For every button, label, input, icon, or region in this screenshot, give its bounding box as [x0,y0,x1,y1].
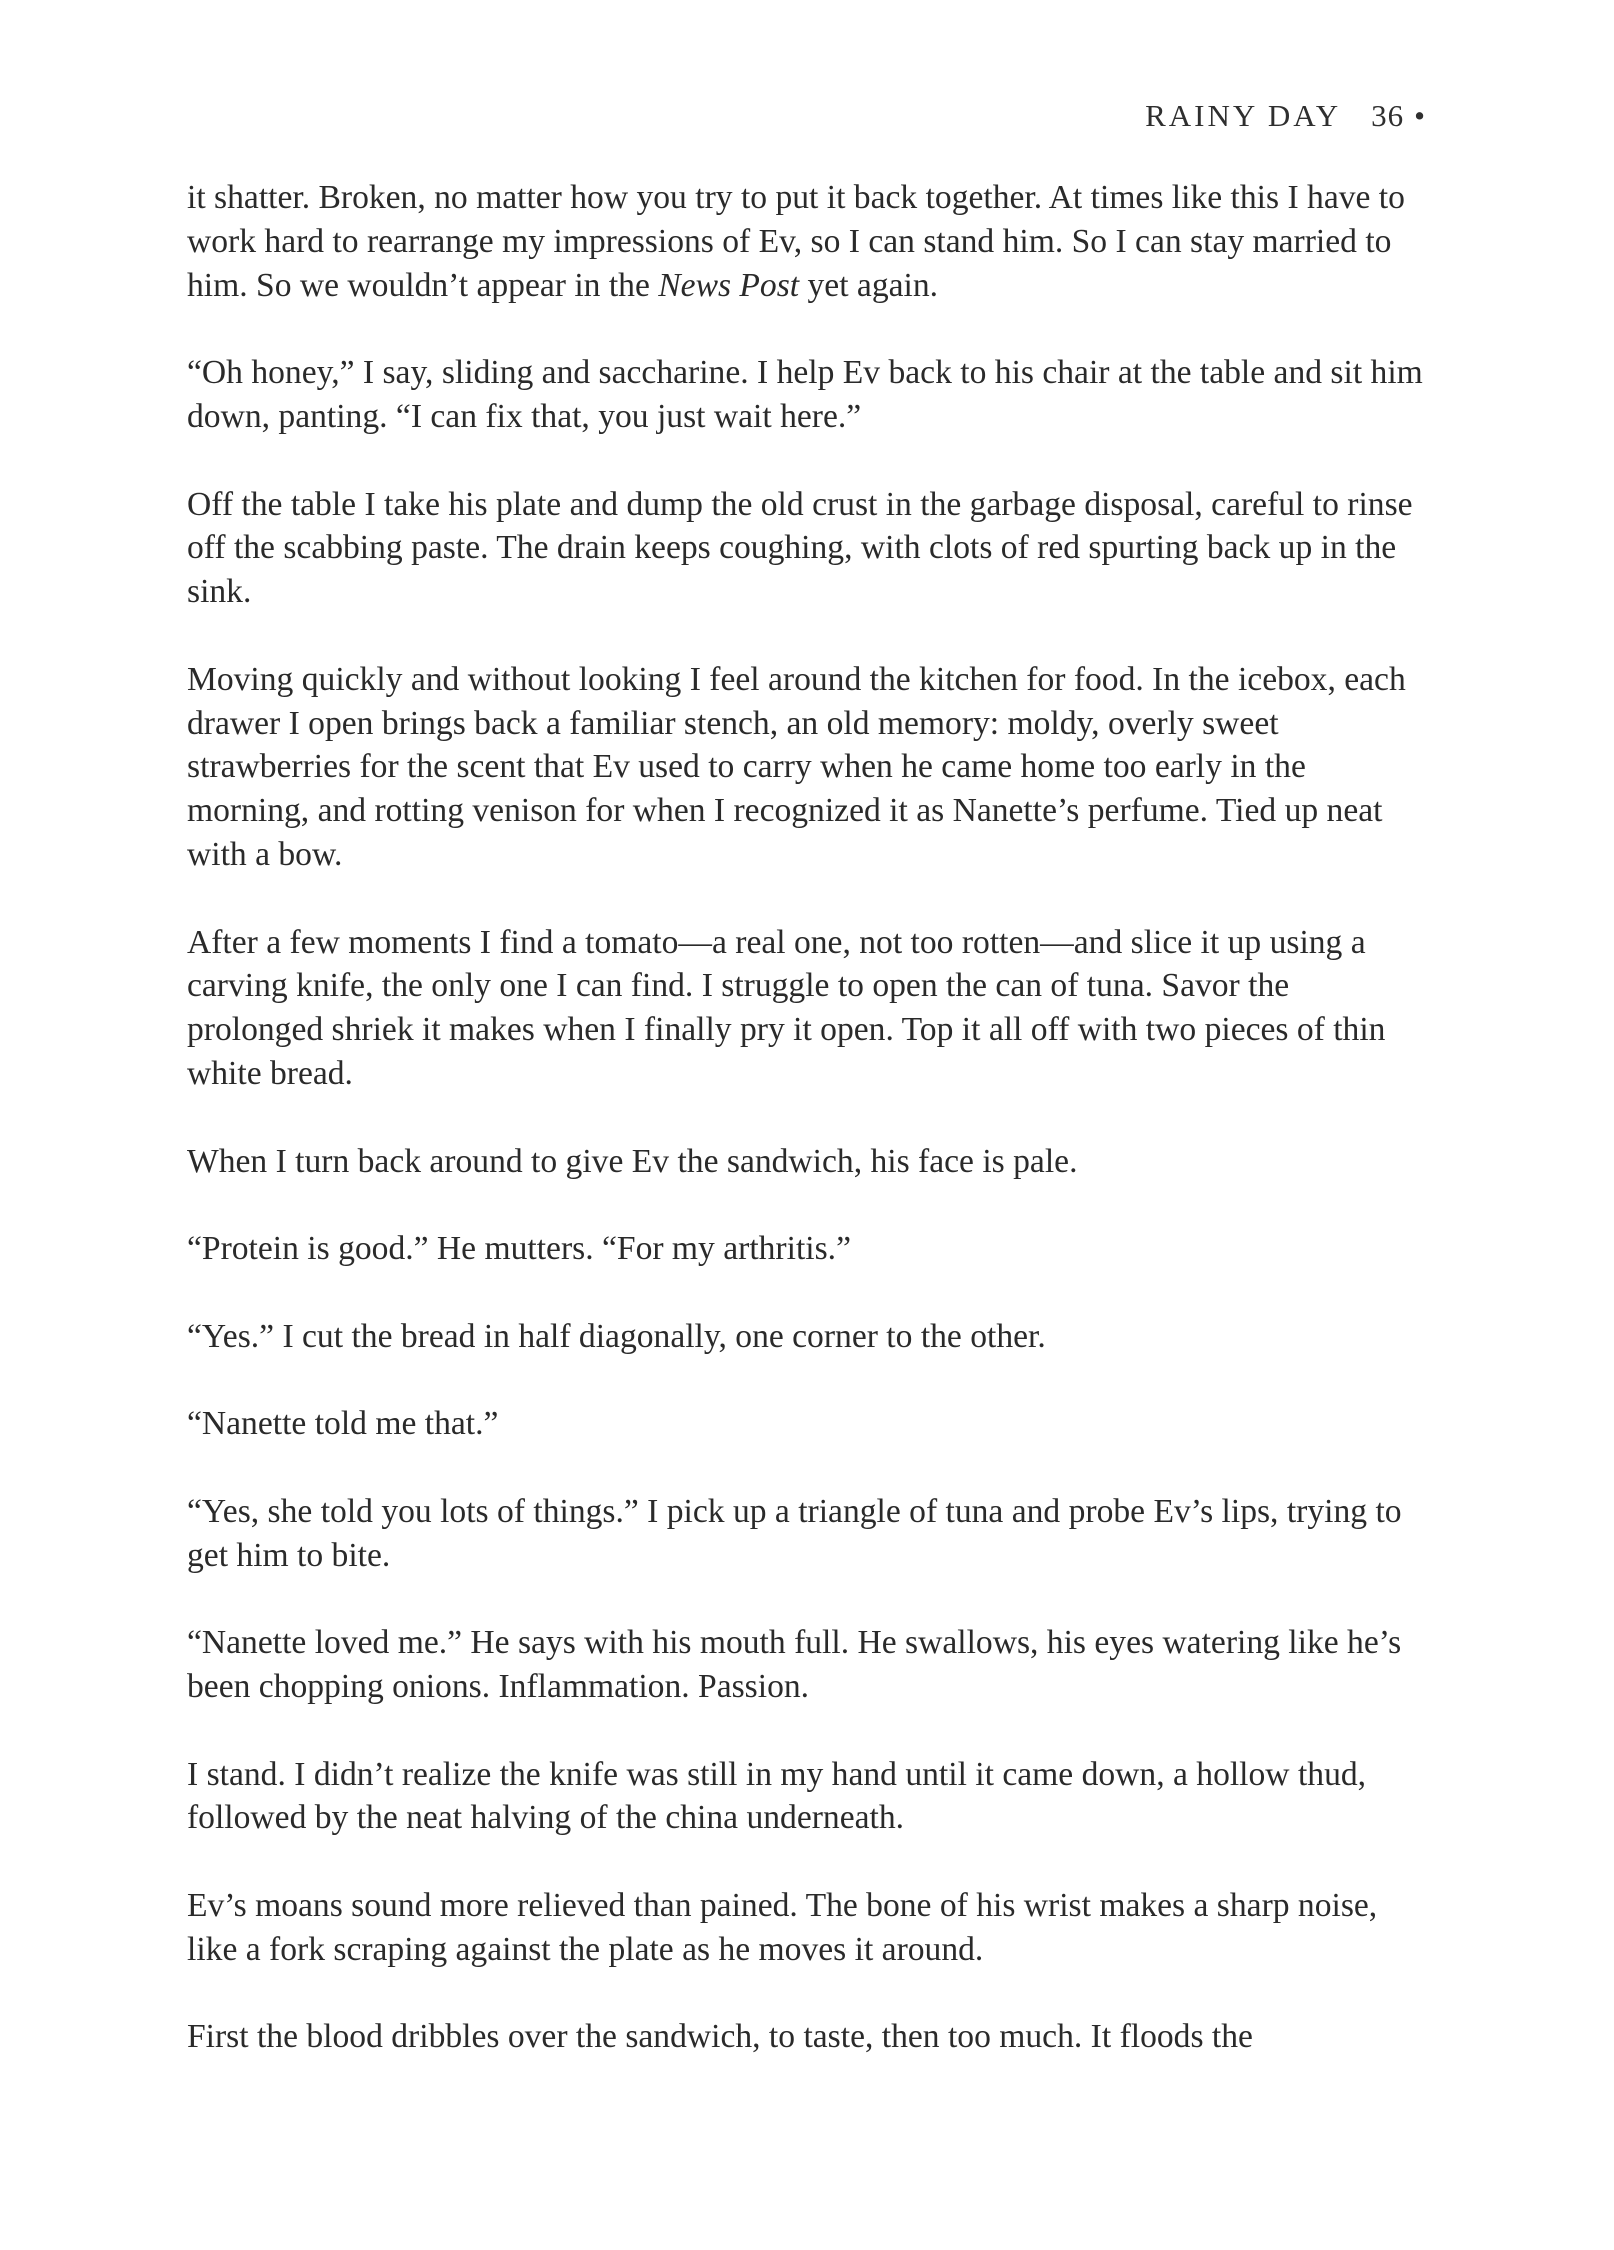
paragraph [187,1490,1432,1578]
paragraph [187,1753,1432,1841]
body-text [187,176,1432,2059]
paragraph-text: “Oh honey,” I say, sliding and saccharine. I help Ev back to his chair at the table and sit him down, panting. “I can fix that, you just wait here.” [187,354,1423,435]
newspaper-title: News Post [658,266,800,304]
paragraph-text: “Nanette told me that.” [187,1405,499,1443]
running-head-bullet: • [1414,98,1428,133]
paragraph [187,176,1432,307]
paragraph [187,921,1432,1096]
paragraph-text: “Yes.” I cut the bread in half diagonally, one corner to the other. [187,1317,1046,1355]
paragraph-text: Off the table I take his plate and dump the old crust in the garbage disposal, careful to rinse off the scabbing paste. The drain keeps coughing, with clots of red spurting back up in the sink. [187,485,1413,611]
paragraph-text: I stand. I didn’t realize the knife was still in my hand until it came down, a hollow thud, followed by the neat halving of the china underneath. [187,1755,1367,1837]
paragraph-text: First the blood dribbles over the sandwich, to taste, then too much. It floods the [187,2018,1253,2056]
paragraph [187,1884,1432,1972]
paragraph-text: When I turn back around to give Ev the sandwich, his face is pale. [187,1142,1078,1180]
paragraph [187,1621,1432,1709]
page-number: 36 [1371,98,1405,133]
running-head-title: RAINY DAY [1145,98,1342,133]
paragraph [187,351,1432,439]
paragraph-text: yet again. [799,266,939,304]
paragraph [187,1227,1432,1271]
paragraph-text: After a few moments I find a tomato—a real one, not too rotten—and slice it up using a carving knife, the only one I can find. I struggle to open the can of tuna. Savor the prolonged shriek it makes when I finally pry it open. Top it all off with two pieces of thin white bread. [187,923,1386,1092]
paragraph-text: “Nanette loved me.” He says with his mouth full. He swallows, his eyes watering like he’s been chopping onions. Inflammation. Passion. [187,1624,1402,1706]
paragraph-text: Ev’s moans sound more relieved than pained. The bone of his wrist makes a sharp noise, like a fork scraping against the plate as he moves it around. [187,1887,1378,1968]
running-head [1145,98,1428,134]
paragraph [187,1315,1432,1359]
paragraph [187,2015,1432,2059]
paragraph [187,1140,1432,1184]
paragraph-text: Moving quickly and without looking I feel around the kitchen for food. In the icebox, each drawer I open brings back a familiar stench, an old memory: moldy, overly sweet strawberries for the scent that Ev used to carry when he came home too early in the morning, and rotting venison for when I recognized it as Nanette’s perfume. Tied up neat with a bow. [187,660,1406,873]
paragraph-text: “Yes, she told you lots of things.” I pick up a triangle of tuna and probe Ev’s lips, trying to get him to bite. [187,1492,1402,1574]
paragraph-text: it shatter. Broken, no matter how you try to put it back together. At times like this I have to work hard to rearrange my impressions of Ev, so I can stand him. So I can stay married to him. So we wouldn’t appear in the [187,179,1405,304]
paragraph [187,658,1432,877]
paragraph [187,483,1432,614]
paragraph [187,1402,1432,1446]
paragraph-text: “Protein is good.” He mutters. “For my arthritis.” [187,1230,851,1268]
